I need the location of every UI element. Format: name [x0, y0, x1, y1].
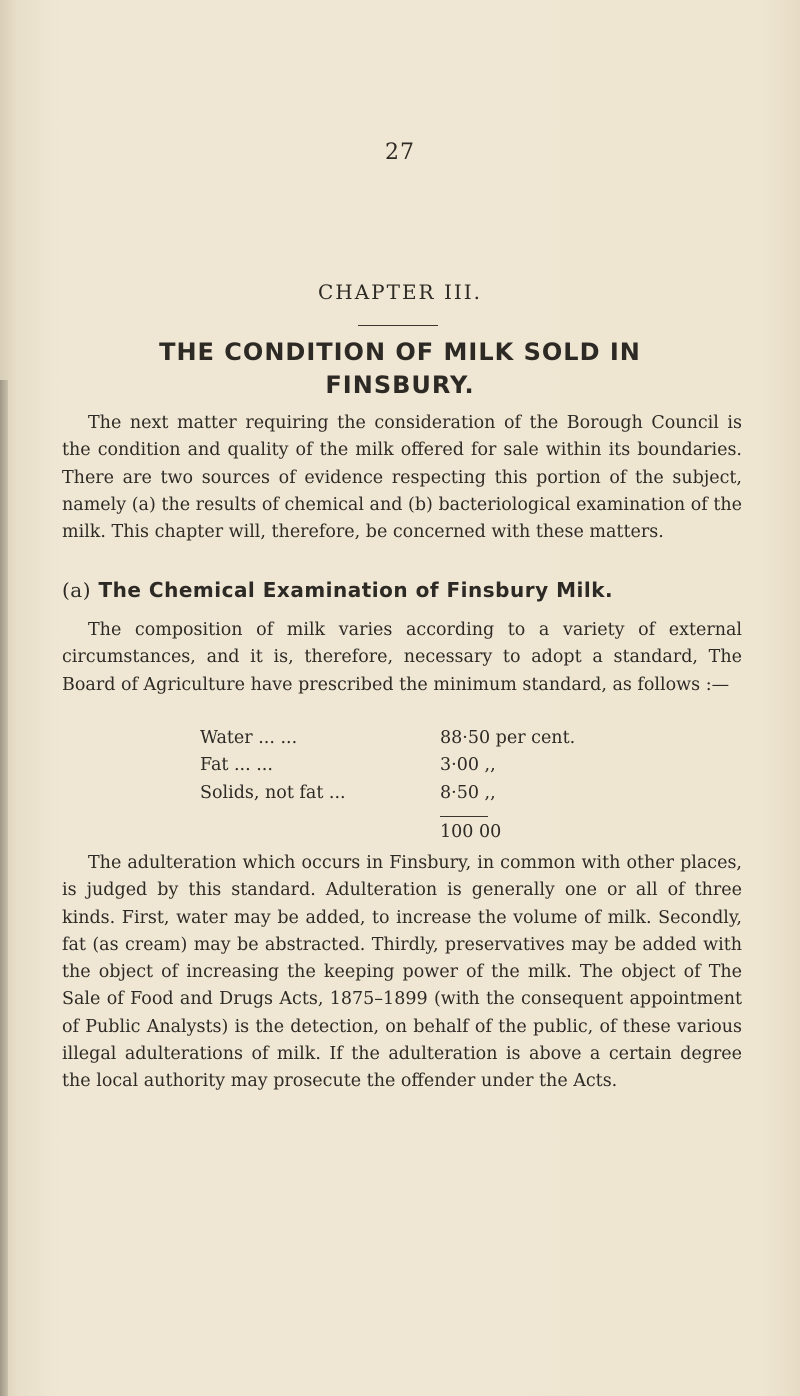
composition-paragraph: The composition of milk varies according to a variety of external circumstances, and it is, therefore, necessary to adopt a standard, The Board of Agriculture have prescribed the minimum standard, as follows :—	[62, 620, 742, 695]
heading-divider	[358, 325, 438, 326]
table-total: 100 00	[440, 822, 502, 842]
row-label: Solids, not fat ...	[200, 783, 346, 803]
page-binding-shadow	[0, 380, 8, 1396]
row-label: Water ... ...	[200, 728, 298, 748]
section-title: The Chemical Examination of Finsbury Milk.	[98, 578, 614, 602]
sum-rule	[440, 816, 488, 817]
row-value: 3·00 ,,	[440, 755, 496, 775]
row-label: Fat ... ...	[200, 755, 273, 775]
row-value: 8·50 ,,	[440, 783, 496, 803]
adulteration-paragraph: The adulteration which occurs in Finsbury, in common with other places, is judged by this standard. Adulteration is generally one or all of three kinds. First, water may be added, to increase the volume of milk. Secondly, fat (as cream) may be abstracted. Thirdly, preservatives may be added with the object of increasing the keeping power of the milk. The object of The Sale of Food and Drugs Acts, 1875–1899 (with the consequent appointment of Public Analysts) is the detection, on behalf of the public, of these various illegal adulterations of milk. If the adulteration is above a certain degree the local authority may prosecute the offender under the Acts.	[62, 853, 742, 1092]
intro-paragraph: The next matter requiring the consideration of the Borough Council is the condition and quality of the milk offered for sale within its boundaries. There are two sources of evidence respecting this portion of the subject, namely (a) the results of chemical and (b) bacteriological examination of the milk. This chapter will, therefore, be concerned with these matters.	[62, 413, 742, 543]
chapter-title-line-1: THE CONDITION OF MILK SOLD IN	[159, 338, 641, 366]
chapter-heading: CHAPTER III.	[317, 280, 483, 304]
section-heading	[62, 578, 752, 602]
row-value: 88·50 per cent.	[440, 728, 576, 748]
section-letter: (a)	[62, 578, 92, 602]
page-number: 27	[385, 140, 415, 165]
chapter-title-line-2: FINSBURY.	[325, 371, 475, 399]
